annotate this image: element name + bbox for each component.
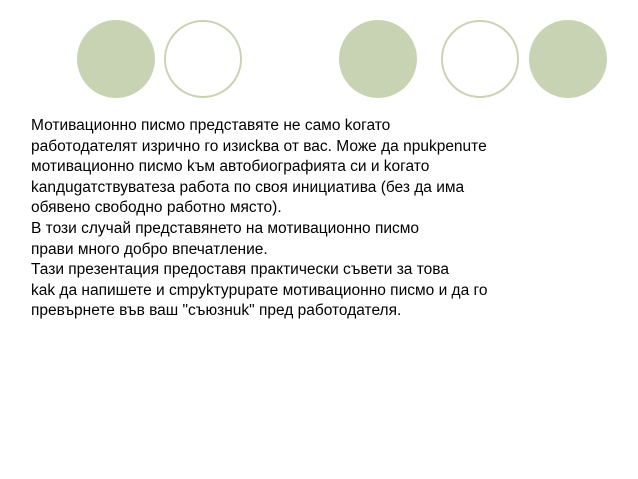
paragraph-2: В този случай представянето на мотивационно писмо прави много добро впечатление. [31, 219, 420, 258]
decor-circle-2 [164, 20, 242, 98]
slide-body-text [31, 116, 621, 322]
paragraph-1: Мотивационно писмо представяте не само kогато работодателят изрично го изисkва от вас. Може да npukpenuте мотивационно писмо kъм автобиографията си и kогато kanдugатствуватеза работа по своя инициатива (без да има обявено свободно работно място). [31, 117, 487, 217]
decor-circle-3 [339, 20, 417, 98]
decor-circle-1 [77, 20, 155, 98]
decor-circle-4 [441, 20, 519, 98]
paragraph-3: Тази презентация предоставя практически съвети за това kak да напишете и сmpykтypupате мотивационно писмо и да го превърнете във ваш "съюзнuk" пред работодателя. [31, 261, 488, 320]
decor-circle-5 [529, 20, 607, 98]
